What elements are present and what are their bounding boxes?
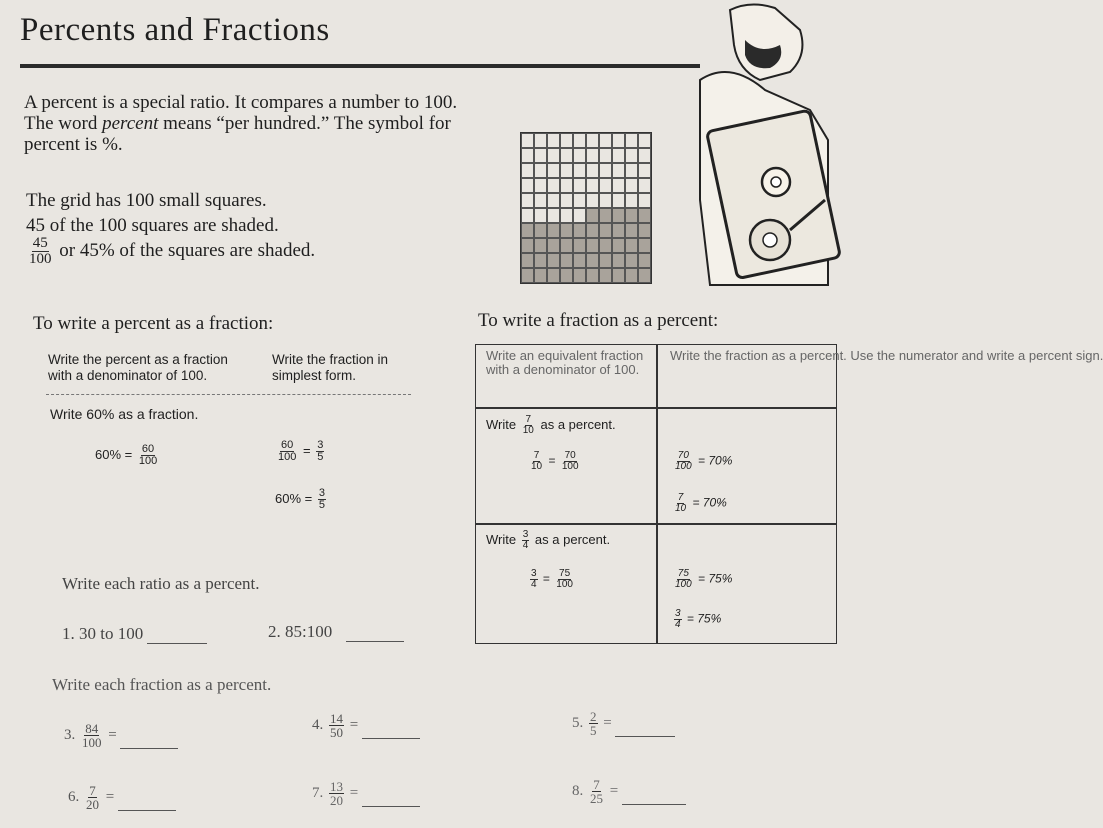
grid-square [625,133,638,148]
exercise-heading-2: Write each fraction as a percent. [52,675,272,694]
grid-square [573,193,586,208]
answer-blank-6[interactable] [118,810,176,811]
grid-line-1: The grid has 100 small squares. [26,190,267,211]
grid-square [534,163,547,178]
grid-square [599,268,612,283]
grid-square [547,208,560,223]
grid-square [586,148,599,163]
grid-line-2: 45 of the 100 squares are shaded. [26,215,279,236]
grid-square [547,163,560,178]
answer-blank-7[interactable] [362,806,420,807]
grid-square [625,148,638,163]
grid-square [534,178,547,193]
grid-square [586,223,599,238]
grid-square [599,208,612,223]
grid-square [638,208,651,223]
grid-square [612,133,625,148]
grid-square [638,268,651,283]
grid-square [586,208,599,223]
grid-square [534,253,547,268]
grid-square [586,238,599,253]
intro-line-1: A percent is a special ratio. It compares a number to 100. [24,92,458,113]
grid-square [573,163,586,178]
grid-square [547,223,560,238]
grid-square [573,253,586,268]
grid-square [521,163,534,178]
answer-blank-2[interactable] [346,641,404,642]
grid-square [599,238,612,253]
question-7: 7. $\frac{13}{20}$ = [312,780,420,807]
grid-square [625,163,638,178]
grid-square [638,238,651,253]
intro-line-3: percent is %. [24,134,123,155]
grid-square [521,238,534,253]
grid-square [560,238,573,253]
grid-square [638,163,651,178]
grid-square [612,148,625,163]
grid-square [638,193,651,208]
grid-square [573,208,586,223]
left-section-heading: To write a percent as a fraction: [33,313,274,334]
right-ex2-equivalent: $\frac{3}{4}$ = $\frac{75}{100}$ [531,568,573,590]
grid-square [560,193,573,208]
exercise-heading-1: Write each ratio as a percent. [62,574,260,593]
grid-square [586,268,599,283]
right-ex2-result-1: $\frac{75}{100}$ = 75% [675,568,733,590]
grid-square [612,268,625,283]
grid-square [560,163,573,178]
grid-square [638,223,651,238]
grid-square [573,133,586,148]
intro-paragraph [24,92,524,155]
question-8: 8. $\frac{7}{25}$ = [572,778,686,805]
grid-square [521,148,534,163]
grid-square [612,163,625,178]
answer-blank-4[interactable] [362,738,420,739]
right-section-heading: To write a fraction as a percent: [478,310,719,331]
grid-square [638,148,651,163]
italic-percent: percent [102,113,159,134]
right-ex1-result-2: $\frac{7}{10}$ = 70% [675,492,727,514]
step1-instruction: Write the percent as a fraction with a denominator of 100. [48,352,228,383]
grid-square [599,133,612,148]
grid-square [612,238,625,253]
intro-line-2: The word percent means “per hundred.” The symbol for [24,113,451,134]
table-col2-header: Write the fraction as a percent. Use the numerator and write a percent sign. [670,348,1103,363]
fraction-to-percent-table [475,344,1103,644]
grid-square [586,163,599,178]
grid-square [599,163,612,178]
grid-square [625,178,638,193]
fraction-45-100: $\frac{45}{100}$ [29,235,52,267]
grid-square [573,223,586,238]
grid-square [521,133,534,148]
answer-blank-8[interactable] [622,804,686,805]
grid-square [534,223,547,238]
grid-square [625,238,638,253]
grid-square [586,253,599,268]
table-col1-header: Write an equivalent fraction with a denominator of 100. [486,348,644,377]
grid-square [599,178,612,193]
grid-square [534,133,547,148]
grid-square [573,148,586,163]
chef-illustration [690,0,828,285]
answer-blank-3[interactable] [120,748,178,749]
grid-square [625,268,638,283]
grid-square [560,268,573,283]
eq1: 60% = $\frac{60}{100}$ [95,443,158,467]
grid-square [638,178,651,193]
grid-square [625,223,638,238]
question-2: 2. 85:100 [268,622,404,642]
right-example-2: Write $\frac{3}{4}$ as a percent. [486,529,611,551]
right-ex1-result-1: $\frac{70}{100}$ = 70% [675,450,733,472]
grid-square [521,178,534,193]
grid-square [521,253,534,268]
grid-square [612,223,625,238]
grid-line-3: $\frac{45}{100}$ or 45% of the squares are shaded. [29,235,316,267]
grid-square [612,193,625,208]
right-example-1: Write $\frac{7}{10}$ as a percent. [486,414,616,436]
grid-square [638,253,651,268]
grid-square [560,178,573,193]
question-5: 5. $\frac{2}{5}$ = [572,710,675,737]
grid-square [521,223,534,238]
hundred-grid [520,132,652,284]
grid-square [547,193,560,208]
grid-square [521,268,534,283]
grid-square [560,253,573,268]
question-4: 4. $\frac{14}{50}$ = [312,712,420,739]
page-title: Percents and Fractions [20,12,330,48]
grid-square [560,208,573,223]
grid-square [573,268,586,283]
grid-square [534,208,547,223]
answer-blank-1[interactable] [147,643,207,644]
grid-square [547,268,560,283]
grid-square [586,193,599,208]
grid-square [612,208,625,223]
grid-square [586,133,599,148]
grid-square [599,223,612,238]
right-ex2-result-2: $\frac{3}{4}$ = 75% [675,608,722,630]
grid-square [534,193,547,208]
grid-square [573,178,586,193]
grid-square [638,133,651,148]
grid-description [26,188,486,267]
grid-square [534,268,547,283]
grid-square [586,178,599,193]
grid-square [547,253,560,268]
grid-square [547,148,560,163]
question-3: 3. $\frac{84}{100}$ = [64,722,178,749]
grid-square [521,208,534,223]
eq3: 60% = $\frac{3}{5}$ [275,487,325,511]
answer-blank-5[interactable] [615,736,675,737]
grid-square [625,193,638,208]
grid-square [599,253,612,268]
grid-square [560,148,573,163]
grid-square [612,253,625,268]
title-rule [20,64,700,68]
grid-square [560,223,573,238]
grid-square [560,133,573,148]
grid-square [599,193,612,208]
right-ex1-equivalent: $\frac{7}{10}$ = $\frac{70}{100}$ [531,450,579,472]
question-6: 6. $\frac{7}{20}$ = [68,784,176,811]
grid-square [534,238,547,253]
grid-square [625,253,638,268]
eq2: $\frac{60}{100}$ = $\frac{3}{5}$ [278,439,324,463]
left-example: Write 60% as a fraction. [50,406,199,422]
grid-square [547,178,560,193]
grid-square [625,208,638,223]
grid-square [573,238,586,253]
grid-square [599,148,612,163]
question-1: 1. 30 to 100 [62,624,207,644]
grid-square [547,238,560,253]
grid-square [534,148,547,163]
step-divider [46,394,411,395]
step2-instruction: Write the fraction in simplest form. [272,352,389,383]
grid-square [521,193,534,208]
grid-square [547,133,560,148]
grid-square [612,178,625,193]
